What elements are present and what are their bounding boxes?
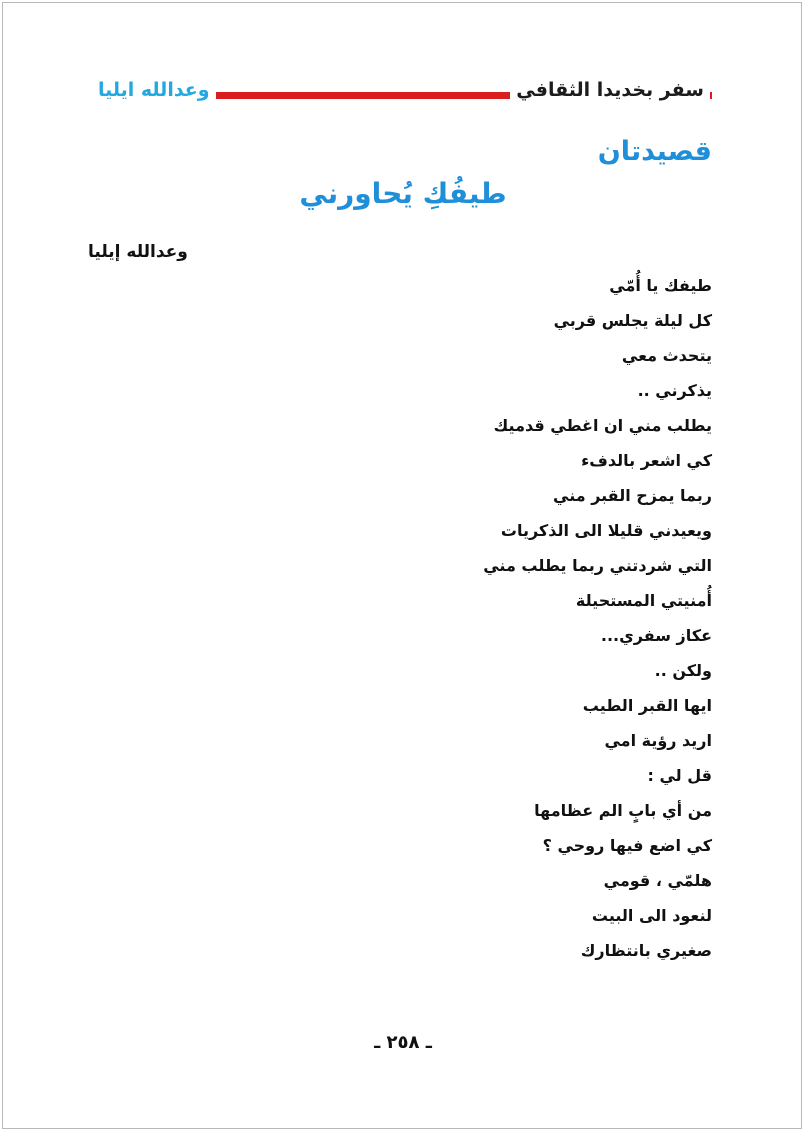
poem-line: صغيري بانتظارك — [580, 941, 712, 960]
poem-line: ويعيدني قليلا الى الذكريات — [500, 521, 712, 540]
poem-line: يذكرني .. — [637, 381, 712, 400]
poem-body — [483, 268, 712, 968]
page-number: ـ ٢٥٨ ـ — [374, 1032, 432, 1053]
poem-line: يطلب مني ان اغطي قدميك — [493, 416, 712, 435]
poem-line: كي اضع فيها روحي ؟ — [542, 836, 712, 855]
poem-line: أُمنيتي المستحيلة — [575, 591, 712, 610]
header-book-title: سفر بخديدا الثقافي — [510, 76, 710, 104]
poem-author: وعدالله إيليا — [88, 242, 188, 262]
poem-line: كي اشعر بالدفء — [581, 451, 712, 470]
poem-line: طيفك يا أُمّي — [609, 276, 712, 295]
poem-line: عكاز سفري... — [600, 626, 712, 645]
poem-line: من أي بابٍ الم عظامها — [534, 801, 712, 820]
header-author-name: وعدالله ايليا — [92, 76, 216, 104]
poem-line: ايها القبر الطيب — [582, 696, 712, 715]
poem-line: ولكن .. — [654, 661, 712, 680]
poem-line: اريد رؤية امي — [604, 731, 712, 750]
poem-line: قل لي : — [647, 766, 712, 785]
poem-line: التي شردتني ربما يطلب مني — [483, 556, 712, 575]
poem-line: كل ليلة يجلس قربي — [553, 311, 712, 330]
poem-line: ربما يمزح القبر مني — [553, 486, 712, 505]
poem-line: هلمّي ، قومي — [603, 871, 712, 890]
poem-line: يتحدث معي — [621, 346, 712, 365]
section-heading: قصيدتان — [597, 136, 712, 167]
poem-title: طيفُكِ يُحاورني — [299, 177, 507, 210]
poem-line: لنعود الى البيت — [591, 906, 712, 925]
